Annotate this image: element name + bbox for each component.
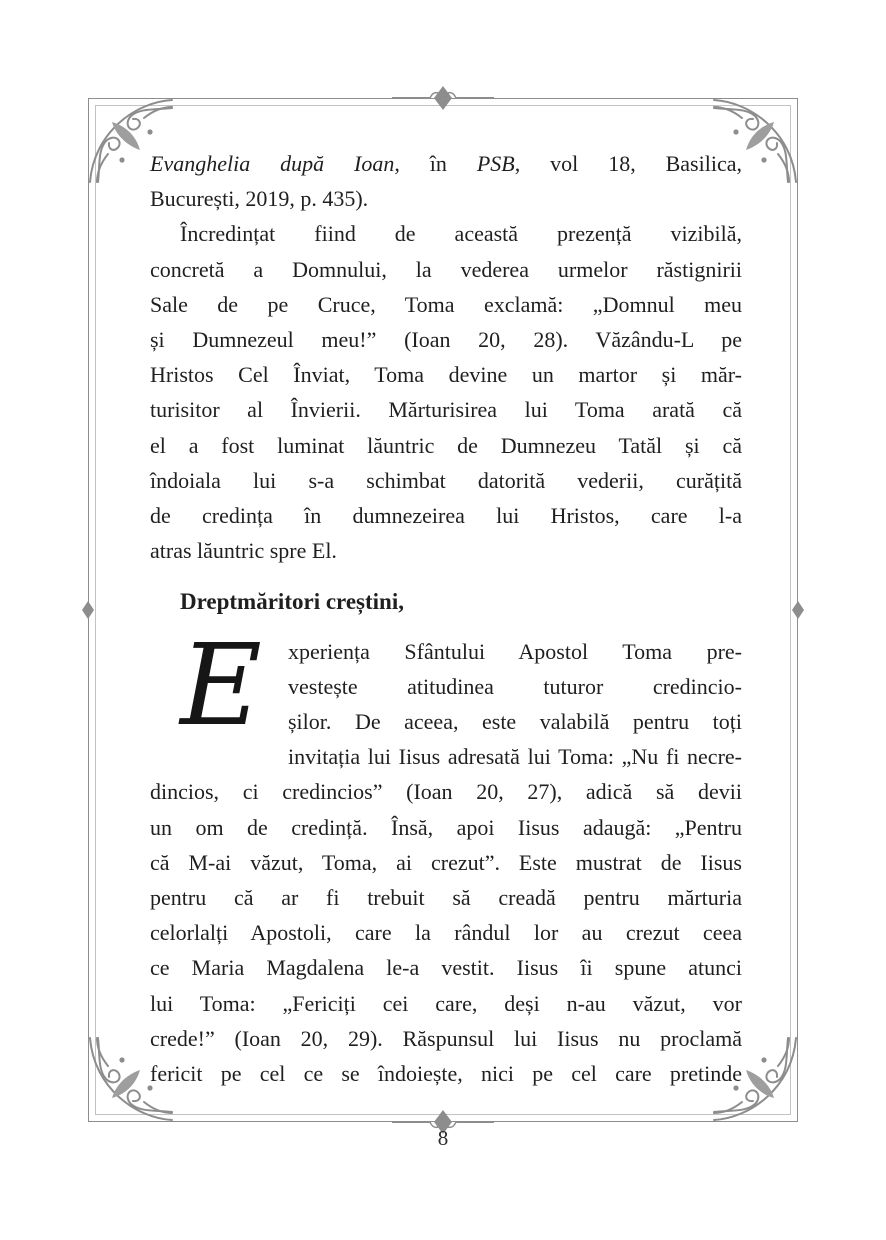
text-line: șilor. De aceea, este valabilă pentru toți (288, 709, 742, 735)
left-border-diamond-icon (81, 600, 95, 620)
text-line: lui Toma: „Fericiți cei care, deși n-au văzut, vor (150, 990, 742, 1016)
text-line: Încredințat fiind de această prezență vizibilă, (180, 221, 742, 247)
paragraph-citation (150, 146, 742, 216)
text-line: celorlalți Apostoli, care la rândul lor au crezut ceea (150, 920, 742, 946)
text-line: București, 2019, p. 435). (150, 186, 369, 212)
text-line: pentru că ar fi trebuit să creadă pentru mărturia (150, 885, 742, 911)
page-number: 8 (437, 1126, 449, 1150)
text-line: și Dumnezeul meu!” (Ioan 20, 28). Văzându-L pe (150, 327, 742, 353)
text-line: atras lăuntric spre El. (150, 538, 337, 564)
text-line: invitația lui Iisus adresată lui Toma: „Nu fi necre- (288, 744, 742, 770)
text-line: îndoiala lui s-a schimbat datorită vederii, curățită (150, 467, 742, 493)
text-line: xperiența Sfântului Apostol Toma pre- (288, 638, 742, 664)
text-line: ce Maria Magdalena le-a vestit. Iisus îi spune atunci (150, 955, 742, 981)
text-line: de credința în dumnezeirea lui Hristos, care l-a (150, 503, 742, 529)
text-line: el a fost luminat lăuntric de Dumnezeu Tatăl și că (150, 432, 742, 458)
text-line: crede!” (Ioan 20, 29). Răspunsul lui Iisus nu proclamă (150, 1025, 742, 1051)
text-line: Hristos Cel Înviat, Toma devine un martor și măr- (150, 362, 742, 388)
text-line: că M-ai văzut, Toma, ai crezut”. Este mustrat de Iisus (150, 849, 742, 875)
paragraph-experienta (150, 620, 742, 1092)
text-line (150, 146, 742, 181)
section-heading: Dreptmăritori creștini, (180, 589, 404, 615)
text-line: fericit pe cel ce se îndoiește, nici pe cel care pretinde (150, 1061, 742, 1087)
text-line: dincios, ci credincios” (Ioan 20, 27), adică să devii (150, 779, 742, 805)
text-line: un om de credință. Însă, apoi Iisus adaugă: „Pentru (150, 814, 742, 840)
paragraph-toma-witness (150, 216, 742, 568)
right-border-diamond-icon (791, 600, 805, 620)
text-line: concretă a Domnului, la vederea urmelor răstignirii (150, 256, 742, 282)
regular-text: , vol 18, Basilica, (514, 151, 742, 176)
text-block (150, 146, 742, 1091)
text-line: turisitor al Învierii. Mărturisirea lui Toma arată că (150, 397, 742, 423)
italic-text: Evanghelia după Ioan (150, 151, 395, 176)
text-line: vestește atitudinea tuturor credincio- (288, 673, 742, 699)
top-border-finial-icon (388, 85, 498, 111)
italic-text: PSB (476, 151, 515, 176)
drop-cap-initial: E (180, 620, 262, 751)
text-line: Sale de pe Cruce, Toma exclamă: „Domnul meu (150, 291, 742, 317)
regular-text: , în (394, 151, 477, 176)
